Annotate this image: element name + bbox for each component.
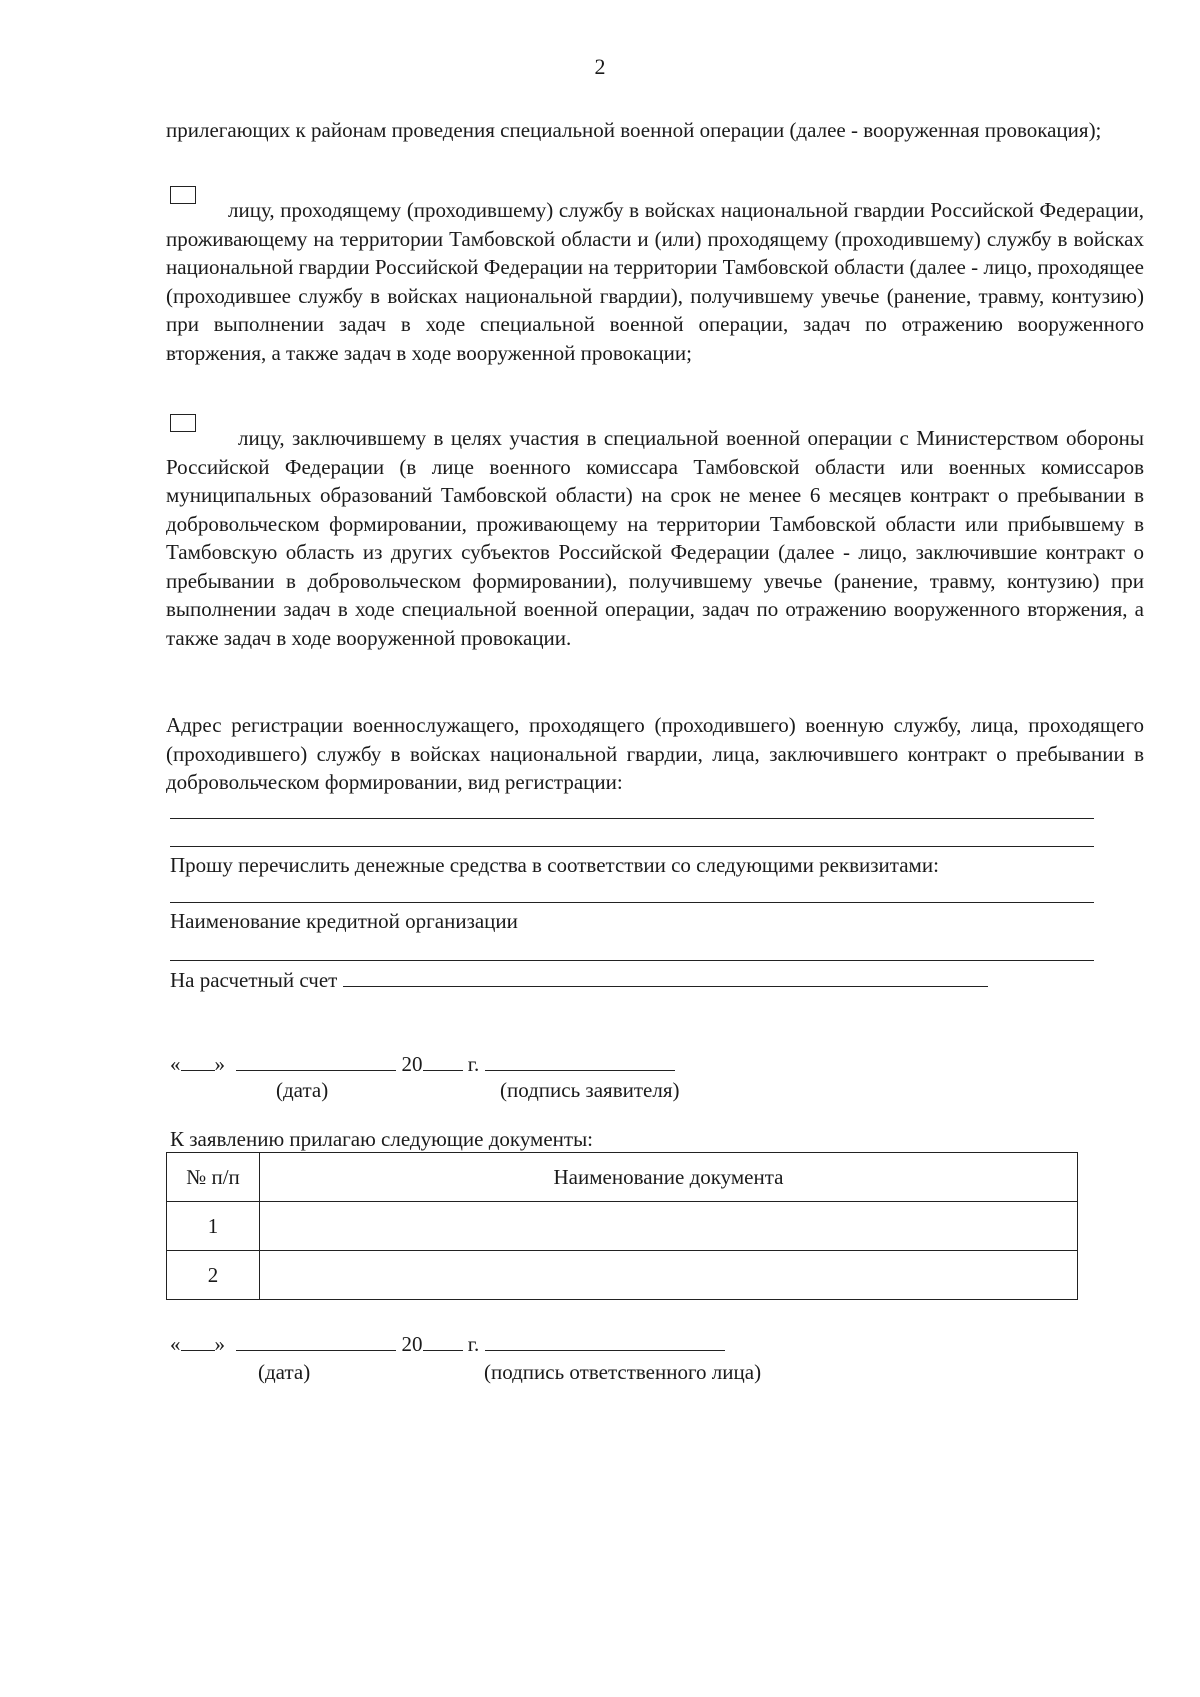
address-line-1[interactable] [170, 818, 1094, 819]
table-row [167, 1251, 1078, 1300]
responsible-year-field[interactable] [423, 1330, 463, 1351]
bank-org-line[interactable] [170, 960, 1094, 961]
address-label: Адрес регистрации военнослужащего, проходящего (проходившего) военную службу, лица, проходящего (проходившего) службу в войсках национальной гвардии, лица, заключившего контракт о пребывании в добровольческом формировании, вид регистрации: [166, 713, 1144, 794]
row-number: 1 [167, 1202, 260, 1251]
applicant-day-field[interactable] [181, 1050, 215, 1071]
document-name-cell[interactable] [260, 1202, 1078, 1251]
applicant-signature-caption: (подпись заявителя) [500, 1078, 680, 1102]
year-suffix: г. [467, 1052, 480, 1076]
year-suffix: г. [467, 1332, 480, 1356]
bank-details-line[interactable] [170, 902, 1094, 903]
bank-request-text: Прошу перечислить денежные средства в соответствии со следующими реквизитами: [170, 853, 939, 877]
table-row [167, 1202, 1078, 1251]
responsible-signature-field[interactable] [485, 1330, 725, 1351]
applicant-year-field[interactable] [423, 1050, 463, 1071]
option-volunteer-text: лицу, заключившему в целях участия в специальной военной операции с Министерством обороны Российской Федерации (в лице военного комиссара Тамбовской области или военных комиссаров муниципальных образований Тамбовской области) на срок не менее 6 месяцев контракт о пребывании в добровольческом формировании, проживающему на территории Тамбовской области или прибывшему в Тамбовскую область из других субъектов Российской Федерации (далее - лицо, заключившие контракт о пребывании в добровольческом формировании), получившему увечье (ранение, травму, контузию) при выполнении задач в ходе специальной военной операции, задач по отражению вооруженного вторжения, а также задач в ходе вооруженной провокации. [166, 426, 1144, 650]
year-prefix: 20 [401, 1332, 423, 1356]
applicant-signature-field[interactable] [485, 1050, 675, 1071]
open-quote: « [170, 1332, 181, 1356]
intro-paragraph: прилегающих к районам проведения специальной военной операции (далее - вооруженная провокация); [166, 118, 1102, 142]
applicant-date-caption: (дата) [276, 1078, 329, 1102]
responsible-month-field[interactable] [236, 1330, 396, 1351]
attachments-label: К заявлению прилагаю следующие документы: [170, 1127, 594, 1151]
responsible-signature-caption: (подпись ответственного лица) [484, 1360, 762, 1384]
close-quote: » [214, 1052, 225, 1076]
document-name-cell[interactable] [260, 1251, 1078, 1300]
page-number: 2 [594, 54, 606, 79]
account-row [170, 966, 988, 993]
account-label: На расчетный счет [170, 968, 338, 992]
close-quote: » [214, 1332, 225, 1356]
open-quote: « [170, 1052, 181, 1076]
applicant-month-field[interactable] [236, 1050, 396, 1071]
bank-org-label: Наименование кредитной организации [170, 909, 518, 933]
account-field[interactable] [343, 966, 988, 987]
column-header-number: № п/п [167, 1153, 260, 1202]
option-national-guard-text: лицу, проходящему (проходившему) службу в войсках национальной гвардии Российской Федерации, проживающему на территории Тамбовской области и (или) проходящему (проходившему) службу в войсках национальной гвардии Российской Федерации на территории Тамбовской области (далее - лицо, проходящее (проходившее службу в войсках национальной гвардии), получившему увечье (ранение, травму, контузию) при выполнении задач в ходе специальной военной операции, задач по отражению вооруженного вторжения, а также задач в ходе вооруженной провокации; [166, 198, 1144, 365]
year-prefix: 20 [401, 1052, 423, 1076]
responsible-day-field[interactable] [181, 1330, 215, 1351]
address-line-2[interactable] [170, 846, 1094, 847]
row-number: 2 [167, 1251, 260, 1300]
table-header-row [167, 1153, 1078, 1202]
responsible-date-row [170, 1330, 725, 1357]
responsible-date-caption: (дата) [258, 1360, 311, 1384]
attachments-table [166, 1152, 1078, 1300]
column-header-document: Наименование документа [260, 1153, 1078, 1202]
applicant-date-row [170, 1050, 675, 1077]
